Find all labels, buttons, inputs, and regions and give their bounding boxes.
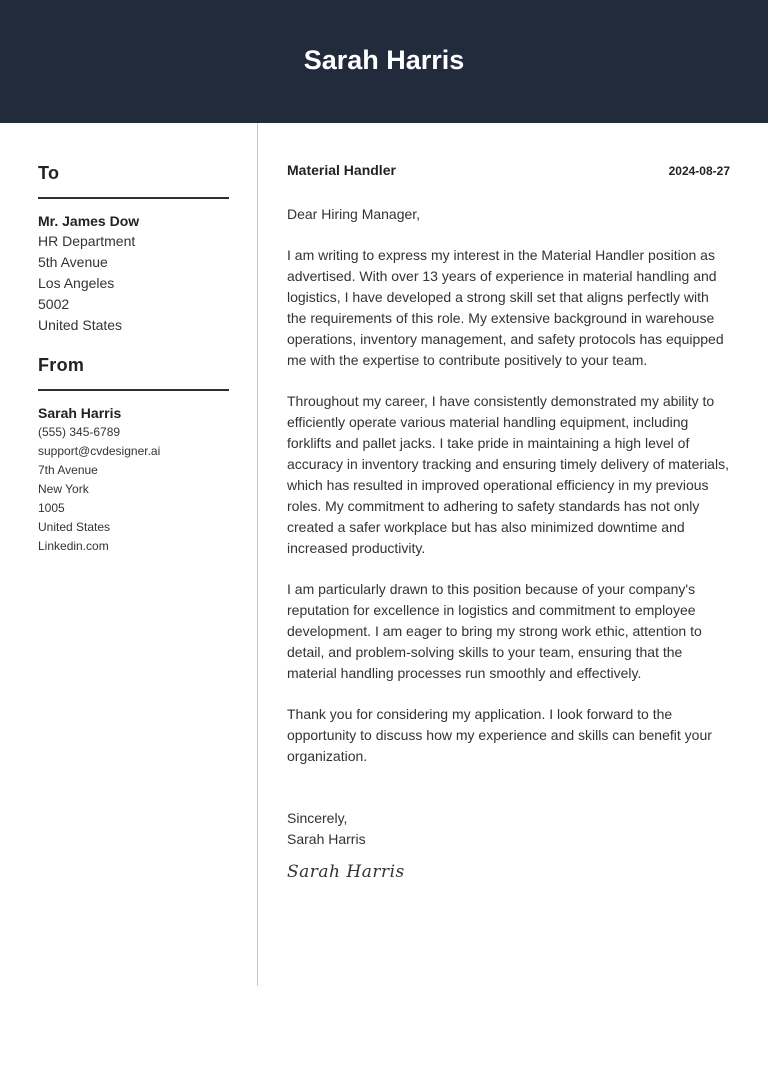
recipient-divider [38,197,229,199]
paragraph: Thank you for considering my application. I look forward to the opportunity to discuss how my experience and skills can benefit your organization. [287,706,712,764]
sender-linkedin: Linkedin.com [38,539,109,553]
closing-phrase: Sincerely, [287,810,348,826]
recipient-department: HR Department [38,233,136,249]
salutation: Dear Hiring Manager, [287,206,421,222]
sender-street: 7th Avenue [38,463,98,477]
paragraph: I am particularly drawn to this position because of your company's reputation for excellence in logistics and commitment to employee development. I am eager to bring my strong work ethic, attention to detail, and problem-solving skills to your team, ensuring that the material handling processes run smoothly and effectively. [287,581,702,681]
closing-name: Sarah Harris [287,831,366,847]
sender-phone: (555) 345-6789 [38,425,121,439]
recipient-city: Los Angeles [38,275,115,291]
closing [287,808,730,850]
paragraph: I am writing to express my interest in the Material Handler position as advertised. With over 13 years of experience in material handling and logistics, I have developed a strong skill set that aligns perfectly with the requirements of this role. My extensive background in warehouse operations, inventory management, and safety protocols has equipped me with the expertise to contribute positively to your team. [287,247,724,368]
header-banner [0,0,768,123]
recipient-heading: To [38,163,60,183]
applicant-name: Sarah Harris [303,45,465,75]
sender-divider [38,389,229,391]
letter-header [287,123,730,178]
job-title: Material Handler [287,162,396,178]
sender-postal-code: 1005 [38,501,65,515]
recipient-postal-code: 5002 [38,296,70,312]
sender-country: United States [38,520,111,534]
sender-section [38,336,229,556]
recipient-name: Mr. James Dow [38,213,140,229]
letter-date: 2024-08-27 [668,164,730,178]
sender-city: New York [38,482,89,496]
sender-name: Sarah Harris [38,405,122,421]
recipient-country: United States [38,317,123,333]
column-divider [257,123,258,986]
recipient-section [38,123,229,336]
recipient-street: 5th Avenue [38,254,108,270]
signature: Sarah Harris [287,862,405,882]
paragraph: Throughout my career, I have consistently demonstrated my ability to efficiently operate various material handling equipment, including forklifts and pallet jacks. I take pride in maintaining a high level of accuracy in inventory tracking and ensuring timely delivery of materials, which has resulted in improved operational efficiency in my previous roles. My commitment to adhering to safety standards has not only created a safer workplace but has also minimized downtime and increased productivity. [287,393,729,556]
sidebar [38,123,229,556]
sender-email: support@cvdesigner.ai [38,444,161,458]
letter-body [287,123,730,882]
sender-heading: From [38,355,85,375]
